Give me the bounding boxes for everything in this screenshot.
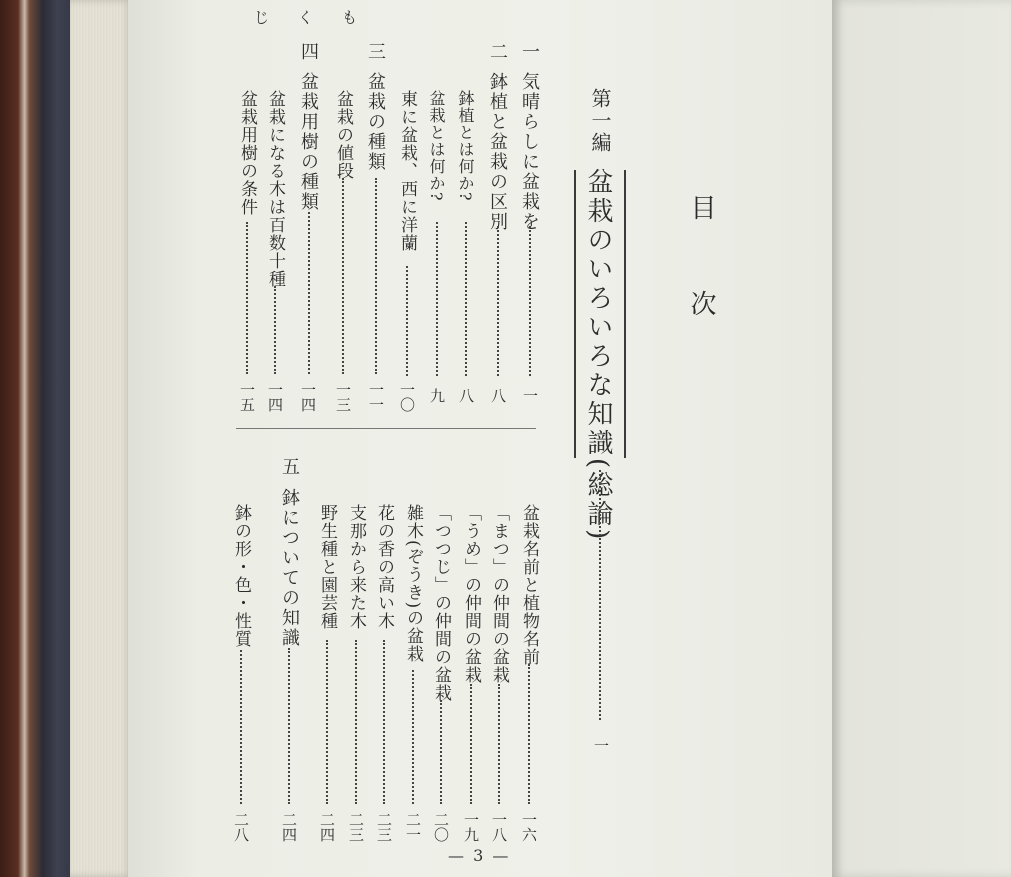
entry-leader-dots — [528, 664, 530, 804]
entry-page: 一四 — [266, 382, 284, 412]
part-page: 一 — [592, 738, 610, 753]
entry-leader-dots — [274, 286, 276, 374]
part-title-rule-right — [624, 170, 626, 458]
page-stack-edges — [70, 0, 132, 877]
entry-leader-dots — [436, 222, 438, 376]
entry-leader-dots — [342, 178, 344, 374]
entry-title: 鉢植とは何か? — [456, 90, 475, 202]
entry-title: 盆栽の種類 — [365, 72, 386, 172]
entry-title: 東に盆栽、西に洋蘭 — [397, 90, 417, 252]
entry-leader-dots — [246, 222, 248, 374]
entry-page: 二四 — [318, 812, 336, 842]
entry-page: 二三 — [375, 812, 393, 842]
part-leader-dots — [599, 470, 601, 720]
part-title: 盆栽のいろいろな知識(総論) — [583, 168, 613, 543]
entry-page: 九 — [428, 388, 446, 403]
entry-title: 花の香の高い木 — [374, 504, 394, 630]
toc-heading-char-1: 目 — [686, 194, 716, 220]
section-divider — [236, 428, 536, 429]
part-title-rule-left — [574, 170, 576, 458]
entry-title: 支那から来た木 — [346, 504, 366, 630]
entry-title: 盆栽名前と植物名前 — [519, 504, 539, 666]
facing-page — [832, 0, 1011, 877]
entry-page: 二一 — [404, 812, 422, 842]
entry-leader-dots — [498, 684, 500, 804]
entry-page: 一四 — [299, 382, 317, 412]
entry-title: 雑木(ぞうき)の盆栽 — [403, 504, 423, 664]
entry-leader-dots — [240, 650, 242, 804]
entry-title: 「つつじ」の仲間の盆栽 — [431, 504, 451, 702]
mokuji-char-2: く — [295, 9, 314, 25]
entry-title: 盆栽になる木は百数十種 — [265, 90, 285, 288]
entry-leader-dots — [406, 266, 408, 376]
entry-page: 八 — [489, 388, 507, 403]
entry-title: 鉢植と盆栽の区別 — [487, 72, 508, 232]
entry-leader-dots — [465, 222, 467, 376]
entry-page: 一八 — [490, 812, 508, 842]
entry-title: 盆栽の値段 — [333, 90, 353, 180]
entry-number: 三 — [365, 42, 386, 62]
entry-leader-dots — [355, 640, 357, 804]
toc-page — [128, 0, 840, 877]
entry-page: 一三 — [334, 382, 352, 412]
entry-leader-dots — [440, 700, 442, 804]
part-label: 第一編 — [588, 88, 612, 154]
entry-page: 一五 — [238, 382, 256, 412]
entry-page: 二〇 — [432, 812, 450, 842]
entry-title: 「うめ」の仲間の盆栽 — [461, 504, 481, 684]
entry-page: 一六 — [520, 812, 538, 842]
page-number: — 3 — — [448, 846, 511, 865]
entry-title: 鉢についての知識 — [279, 488, 300, 648]
entry-leader-dots — [470, 684, 472, 804]
entry-page: 一 — [521, 388, 539, 403]
entry-number: 一 — [519, 42, 540, 62]
entry-leader-dots — [412, 670, 414, 804]
entry-page: 二八 — [232, 812, 250, 842]
entry-page: 八 — [457, 388, 475, 403]
entry-title: 盆栽用樹の種類 — [298, 72, 319, 212]
entry-leader-dots — [288, 648, 290, 804]
entry-leader-dots — [326, 640, 328, 804]
entry-number: 四 — [298, 42, 319, 62]
entry-number: 二 — [487, 42, 508, 62]
entry-page: 一一 — [367, 382, 385, 412]
mokuji-char-1: も — [339, 9, 358, 25]
entry-title: 盆栽とは何か? — [427, 90, 446, 202]
entry-leader-dots — [497, 226, 499, 376]
entry-page: 一〇 — [398, 382, 416, 412]
toc-heading-char-2: 次 — [686, 290, 716, 316]
entry-title: 野生種と園芸種 — [317, 504, 337, 630]
entry-title: 「まつ」の仲間の盆栽 — [489, 504, 509, 684]
entry-page: 二三 — [347, 812, 365, 842]
entry-number: 五 — [279, 457, 300, 477]
entry-page: 二四 — [280, 812, 298, 842]
mokuji-char-3: じ — [251, 9, 270, 25]
entry-leader-dots — [375, 178, 377, 374]
entry-title: 盆栽用樹の条件 — [237, 90, 257, 216]
entry-leader-dots — [383, 640, 385, 804]
entry-page: 一九 — [462, 812, 480, 842]
entry-leader-dots — [308, 212, 310, 374]
entry-title: 鉢の形・色・性質 — [231, 504, 251, 648]
entry-title: 気晴らしに盆栽を — [519, 72, 540, 232]
entry-leader-dots — [529, 226, 531, 376]
